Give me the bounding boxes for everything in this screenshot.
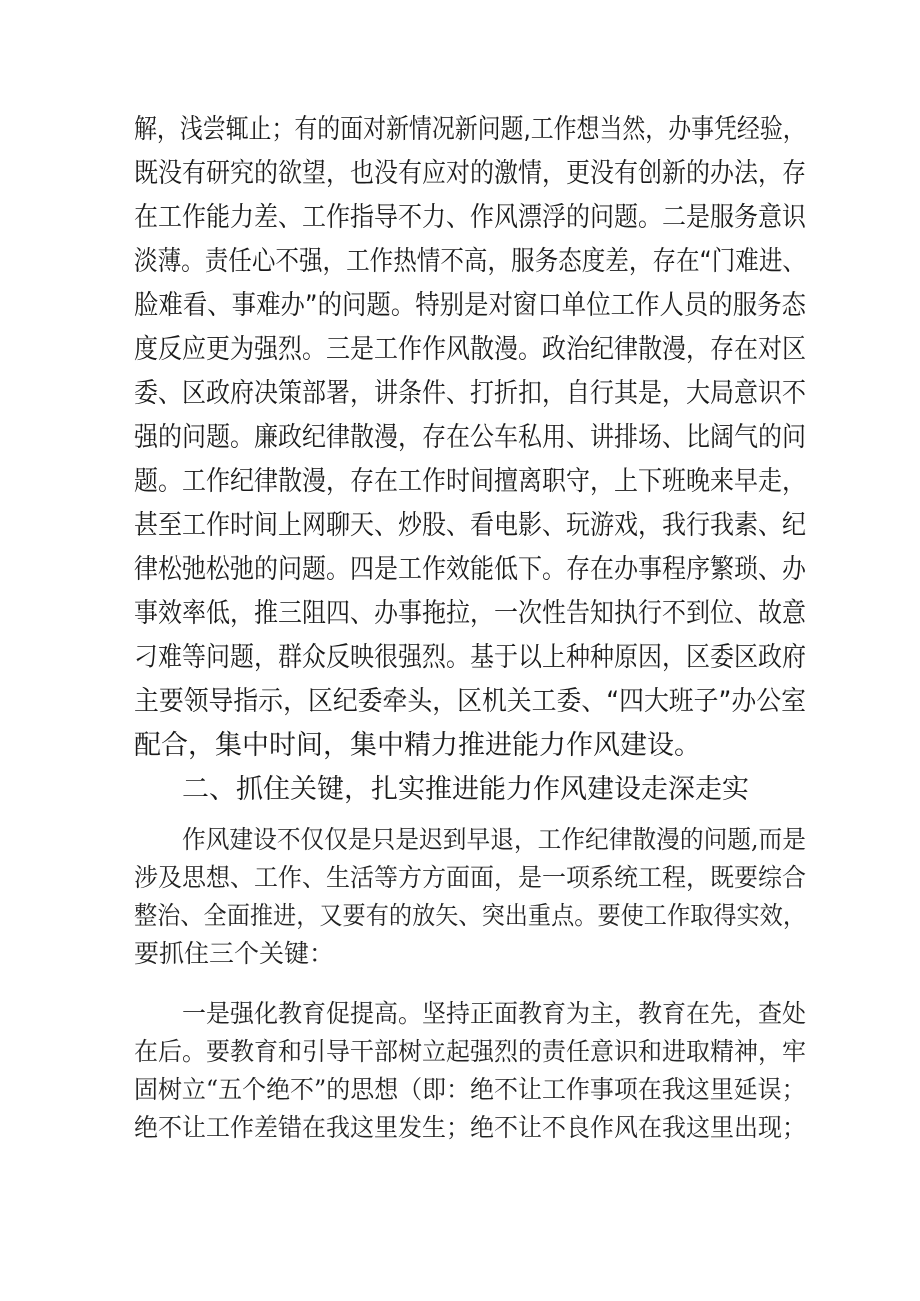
paragraph-line: 脸难看、事难办”的问题。特别是对窗口单位工作人员的服务态 xyxy=(134,290,806,321)
paragraph-line: 作风建设不仅仅是只是迟到早退，工作纪律散漫的问题,而是 xyxy=(182,825,806,854)
paragraph-line: 委、区政府决策部署，讲条件、打折扣，自行其是，大局意识不 xyxy=(134,378,807,409)
paragraph-line: 甚至工作时间上网聊天、炒股、看电影、玩游戏，我行我素、纪 xyxy=(134,510,807,541)
paragraph-line: 配合，集中时间，集中精力推进能力作风建设。 xyxy=(134,730,701,761)
paragraph-line: 主要领导指示，区纪委牵头，区机关工委、“四大班子”办公室 xyxy=(134,686,806,717)
section-heading: 二、抓住关键，扎实推进能力作风建设走深走实 xyxy=(182,774,749,805)
paragraph-line: 在后。要教育和引导干部树立起强烈的责任意识和进取精神，牢 xyxy=(134,1037,807,1066)
paragraph-line: 事效率低，推三阻四、办事拖拉，一次性告知执行不到位、故意 xyxy=(134,598,807,629)
paragraph-line: 刁难等问题，群众反映很强烈。基于以上种种原因，区委区政府 xyxy=(134,642,807,673)
paragraph-line: 淡薄。责任心不强，工作热情不高，服务态度差，存在“门难进、 xyxy=(134,246,806,277)
paragraph-line: 要抓住三个关键： xyxy=(134,939,335,968)
paragraph-line: 绝不让工作差错在我这里发生；绝不让不良作风在我这里出现； xyxy=(134,1113,807,1142)
paragraph-line: 解，浅尝辄止；有的面对新情况新问题,工作想当然，办事凭经验， xyxy=(134,114,806,145)
paragraph-line: 既没有研究的欲望，也没有应对的激情，更没有创新的办法，存 xyxy=(134,158,807,189)
paragraph-line: 一是强化教育促提高。坚持正面教育为主，教育在先，查处 xyxy=(182,999,807,1028)
paragraph-line: 律松弛松弛的问题。四是工作效能低下。存在办事程序繁琐、办 xyxy=(134,554,807,585)
paragraph-line: 度反应更为强烈。三是工作作风散漫。政治纪律散漫，存在对区 xyxy=(134,334,807,365)
paragraph-line: 固树立“五个绝不”的思想（即：绝不让工作事项在我这里延误； xyxy=(134,1075,806,1104)
paragraph-line: 整治、全面推进，又要有的放矢、突出重点。要使工作取得实效， xyxy=(134,901,807,930)
paragraph-line: 在工作能力差、工作指导不力、作风漂浮的问题。二是服务意识 xyxy=(134,202,807,233)
paragraph-line: 题。工作纪律散漫，存在工作时间擅离职守，上下班晚来早走， xyxy=(134,466,807,497)
paragraph-line: 强的问题。廉政纪律散漫，存在公车私用、讲排场、比阔气的问 xyxy=(134,422,807,453)
paragraph-line: 涉及思想、工作、生活等方方面面，是一项系统工程，既要综合 xyxy=(134,863,807,892)
